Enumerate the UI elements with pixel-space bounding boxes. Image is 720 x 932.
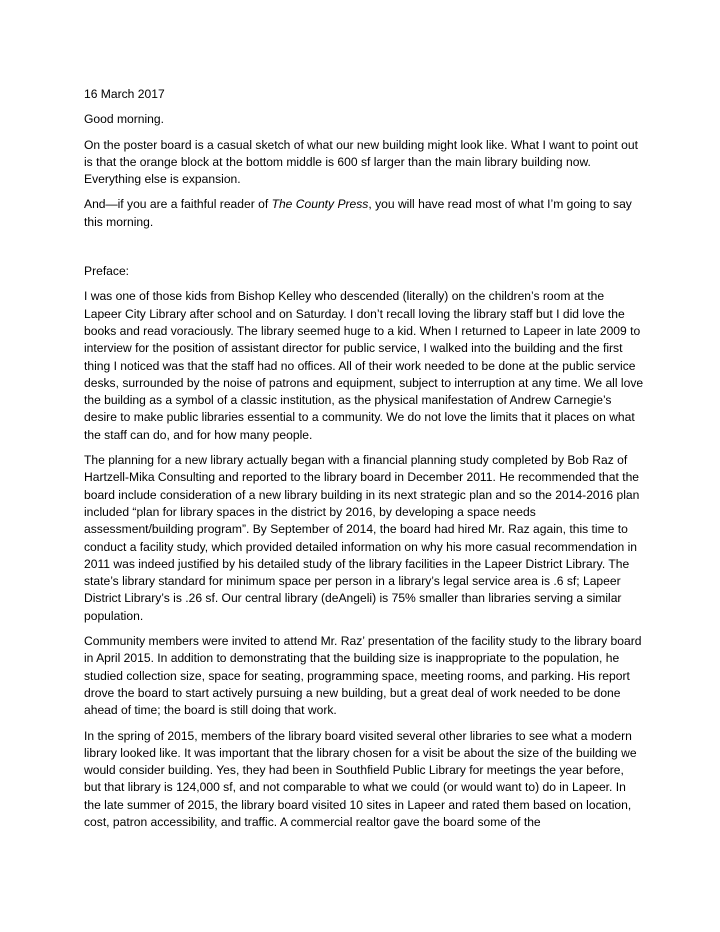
paragraph-spring: In the spring of 2015, members of the library board visited several other libraries to see what a modern library looked like. It was important that the library chosen for a visit be about the size of the building we would consider building. Yes, they had been in Southfield Public Library for meetings the year before, but that library is 124,000 sf, and not comparable to what we could (or would want to) do in Lapeer. In the late summer of 2015, the library board visited 10 sites in Lapeer and rated them based on location, cost, patron accessibility, and traffic. A commercial realtor gave the board some of the	[84, 728, 637, 829]
county-press-after: , you will have read most of what I’m going to say this morning.	[84, 197, 632, 229]
paragraph-kelley: I was one of those kids from Bishop Kelley who descended (literally) on the children’s room at the Lapeer City Library after school and on Saturday. I don’t recall loving the library staff but I did love the books and read voraciously. The library seemed huge to a kid. When I returned to Lapeer in late 2009 to interview for the position of assistant director for public service, I walked into the building and the first thing I noticed was that the staff had no offices. All of their work needed to be done at the public service desks, surrounded by the noise of patrons and equipment, subject to interruption at any time. We all love the building as a symbol of a classic institution, as the physical manifestation of Andrew Carnegie’s desire to make public libraries essential to a community. We do not love the limits that it places on what the staff can do, and for how many people.	[84, 289, 644, 442]
intro-paragraph: On the poster board is a casual sketch of what our new building might look like. What I want to point out is that the orange block at the bottom middle is 600 sf larger than the main library building now. Everything else is expansion.	[84, 137, 638, 187]
greeting: Good morning.	[84, 112, 164, 127]
paragraph-community: Community members were invited to attend Mr. Raz’ presentation of the facility study to the library board in April 2015. In addition to demonstrating that the building size is inappropriate to the population, he studied collection size, space for seating, programming space, meeting rooms, and parking. His report drove the board to start actively pursuing a new building, but a great deal of work needed to be done ahead of time; the board is still doing that work.	[84, 634, 642, 718]
paragraph-planning: The planning for a new library actually began with a financial planning study completed by Bob Raz of Hartzell-Mika Consulting and reported to the library board in December 2011. He recommended that the board include consideration of a new library building in its next strategic plan and so the 2014-2016 plan included “plan for library spaces in the district by 2016, by developing a space needs assessment/building program”. By September of 2014, the board had hired Mr. Raz again, this time to conduct a facility study, which provided detailed information on why his more casual recommendation in 2011 was indeed justified by his detailed study of the library facilities in the Lapeer District Library. The state’s library standard for minimum space per person in a library’s legal service area is .6 sf; Lapeer District Library’s is .26 sf. Our central library (deAngeli) is 75% smaller than libraries serving a similar population.	[84, 453, 640, 623]
document-page	[84, 86, 644, 839]
newspaper-title: The County Press	[271, 197, 369, 212]
preface-heading: Preface:	[84, 264, 130, 279]
letter-date: 16 March 2017	[84, 87, 165, 101]
county-press-before: And—if you are a faithful reader of	[84, 197, 272, 212]
county-press-paragraph	[84, 196, 644, 231]
